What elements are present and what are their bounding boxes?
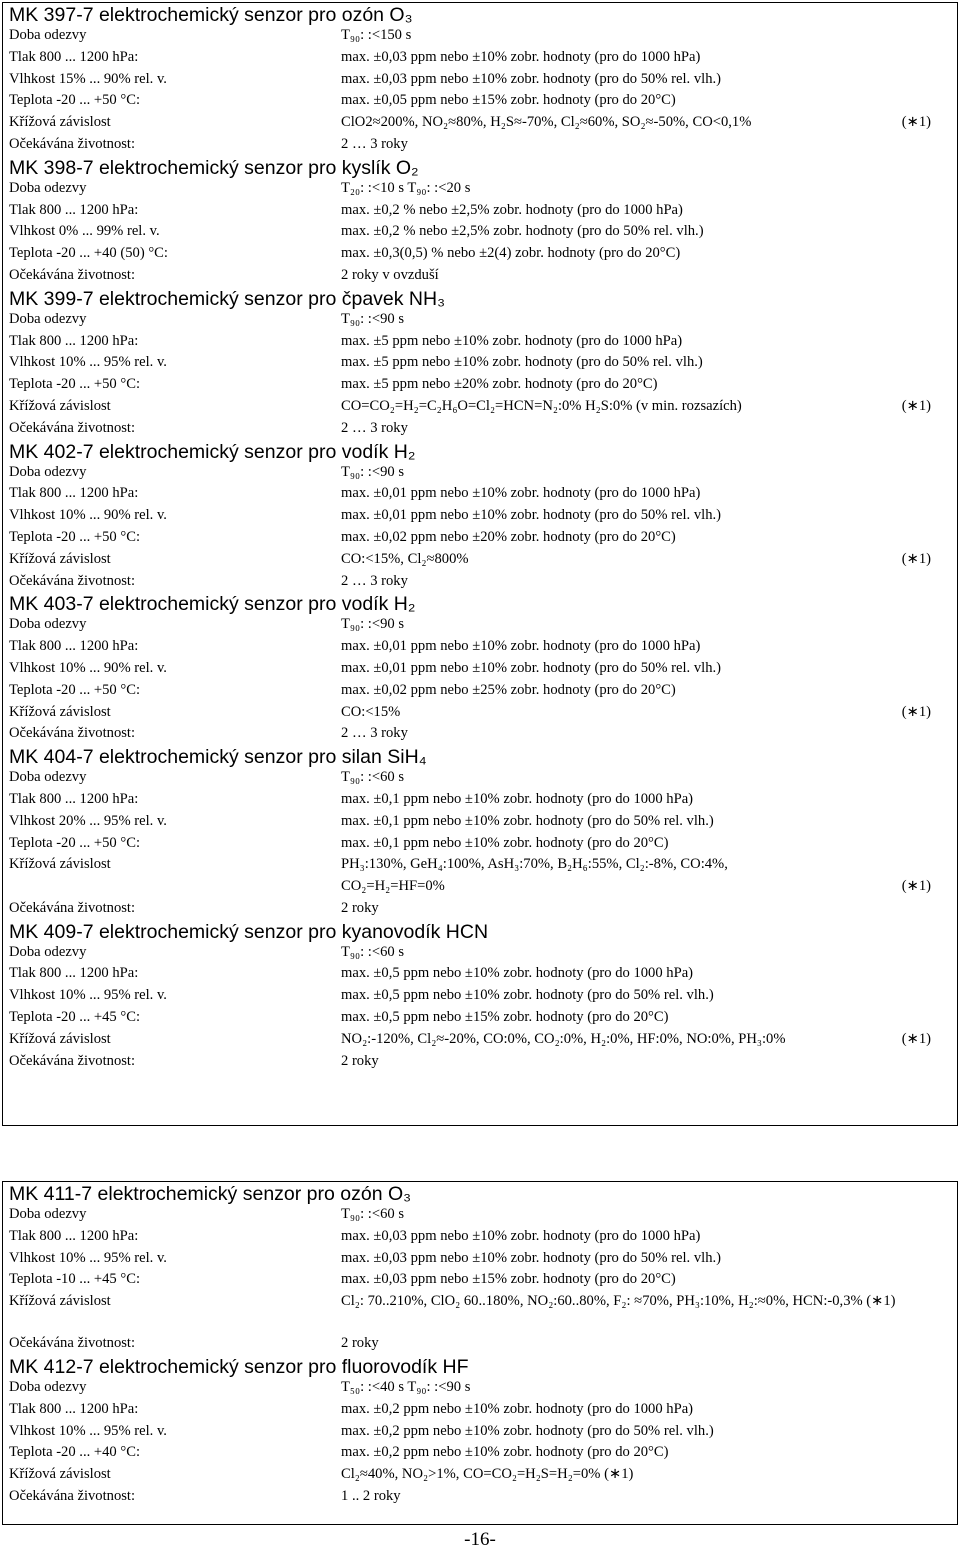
spec-value: T₅₀: :<40 s T₉₀: :<90 s (341, 1378, 471, 1395)
spec-label: Tlak 800 ... 1200 hPa: (9, 965, 139, 982)
spec-label: Křížová závislost (9, 114, 111, 131)
sensor-section (3, 745, 957, 920)
spec-label: Vlhkost 15% ... 90% rel. v. (9, 70, 167, 87)
section-title: MK 412-7 elektrochemický senzor pro fluorovodík HF (9, 1355, 469, 1378)
spec-row (3, 1421, 957, 1443)
spec-row (3, 833, 957, 855)
spec-label: Teplota -20 ... +50 °C: (9, 376, 140, 393)
section-title: MK 404-7 elektrochemický senzor pro silan SiH₄ (9, 746, 427, 769)
spec-label: Teplota -10 ... +45 °C: (9, 1271, 140, 1288)
spec-row (3, 1029, 957, 1051)
spec-label: Tlak 800 ... 1200 hPa: (9, 48, 139, 65)
spec-note: (∗1) (901, 878, 931, 895)
spec-row (3, 47, 957, 69)
page-number: -16- (464, 1529, 496, 1550)
spec-value: 2 roky (341, 899, 379, 916)
spec-value: max. ±0,01 ppm nebo ±10% zobr. hodnoty (pro do 50% rel. vlh.) (341, 659, 721, 676)
section-title: MK 403-7 elektrochemický senzor pro vodík H₂ (9, 593, 416, 616)
spec-value: Cl₂: 70..210%, ClO₂ 60..180%, NO₂:60..80%, F₂: ≈70%, PH₃:10%, H₂:≈0%, HCN:-0,3% (∗1) (341, 1293, 896, 1310)
spec-row (3, 221, 957, 243)
spec-value: max. ±0,02 ppm nebo ±20% zobr. hodnoty (pro do 20°C) (341, 528, 676, 545)
spec-value: T₉₀: :<90 s (341, 310, 404, 327)
spec-label: Tlak 800 ... 1200 hPa: (9, 1400, 139, 1417)
section-title: MK 397-7 elektrochemický senzor pro ozón O₃ (9, 4, 413, 26)
spec-value: max. ±0,1 ppm nebo ±10% zobr. hodnoty (pro do 50% rel. vlh.) (341, 812, 714, 829)
spec-label: Vlhkost 0% ... 99% rel. v. (9, 223, 160, 240)
spec-label: Teplota -20 ... +50 °C: (9, 528, 140, 545)
spec-value: max. ±0,01 ppm nebo ±10% zobr. hodnoty (pro do 1000 hPa) (341, 485, 701, 502)
spec-label: Křížová závislost (9, 397, 111, 414)
spec-value: max. ±0,2 ppm nebo ±10% zobr. hodnoty (pro do 50% rel. vlh.) (341, 1422, 714, 1439)
spec-row (3, 1204, 957, 1226)
spec-value: max. ±0,2 % nebo ±2,5% zobr. hodnoty (pro do 50% rel. vlh.) (341, 223, 704, 240)
spec-row (3, 1007, 957, 1029)
section-title: MK 402-7 elektrochemický senzor pro vodík H₂ (9, 440, 416, 463)
spec-label: Křížová závislost (9, 1030, 111, 1047)
spec-label: Očekávána životnost: (9, 1487, 136, 1504)
spec-label: Křížová závislost (9, 550, 111, 567)
spec-row (3, 811, 957, 833)
spec-label: Očekávána životnost: (9, 572, 136, 589)
spec-value: max. ±0,2 ppm nebo ±10% zobr. hodnoty (pro do 1000 hPa) (341, 1400, 694, 1417)
spec-value: 2 roky (341, 1335, 379, 1352)
spec-row (3, 1226, 957, 1248)
spec-value: max. ±0,5 ppm nebo ±10% zobr. hodnoty (pro do 50% rel. vlh.) (341, 987, 714, 1004)
spec-label: Teplota -20 ... +45 °C: (9, 1009, 140, 1026)
spec-value: 1 .. 2 roky (341, 1487, 401, 1504)
spec-label: Vlhkost 20% ... 95% rel. v. (9, 812, 167, 829)
spec-label: Vlhkost 10% ... 95% rel. v. (9, 354, 167, 371)
spec-row (3, 1248, 957, 1270)
spec-row (3, 876, 957, 898)
spec-row (3, 636, 957, 658)
spec-row (3, 985, 957, 1007)
spec-row (3, 134, 957, 156)
spec-value: max. ±0,2 % nebo ±2,5% zobr. hodnoty (pro do 1000 hPa) (341, 201, 683, 218)
spec-row (3, 942, 957, 964)
spec-value: CO=CO₂=H₂=C₂H₆O=Cl₂=HCN=N₂:0% H₂S:0% (v min. rozsazích) (341, 397, 742, 414)
spec-value: max. ±0,03 ppm nebo ±10% zobr. hodnoty (pro do 50% rel. vlh.) (341, 1249, 721, 1266)
section-title: MK 409-7 elektrochemický senzor pro kyanovodík HCN (9, 920, 489, 943)
spec-value: max. ±5 ppm nebo ±10% zobr. hodnoty (pro do 50% rel. vlh.) (341, 354, 703, 371)
spec-label: Tlak 800 ... 1200 hPa: (9, 638, 139, 655)
spec-row (3, 1442, 957, 1464)
spec-value: max. ±0,3(0,5) % nebo ±2(4) zobr. hodnoty (pro do 20°C) (341, 245, 681, 262)
spec-row (3, 1291, 957, 1333)
sensor-spec-box-1 (2, 2, 958, 1126)
spec-label: Vlhkost 10% ... 90% rel. v. (9, 659, 167, 676)
spec-label: Očekávána životnost: (9, 725, 136, 742)
spec-value: max. ±0,03 ppm nebo ±10% zobr. hodnoty (pro do 1000 hPa) (341, 1227, 701, 1244)
spec-label: Křížová závislost (9, 1293, 111, 1310)
spec-value: max. ±0,1 ppm nebo ±10% zobr. hodnoty (pro do 1000 hPa) (341, 790, 694, 807)
spec-row (3, 243, 957, 265)
spec-row (3, 483, 957, 505)
spec-value: T₉₀: :<60 s (341, 1206, 404, 1222)
spec-label: Doba odezvy (9, 179, 87, 196)
spec-label: Očekávána životnost: (9, 419, 136, 436)
spec-row (3, 309, 957, 331)
spec-value: Cl₂≈40%, NO₂>1%, CO=CO₂=H₂S=H₂=0% (∗1) (341, 1466, 634, 1483)
spec-label: Teplota -20 ... +50 °C: (9, 834, 140, 851)
spec-label: Vlhkost 10% ... 95% rel. v. (9, 1249, 167, 1266)
sensor-section (3, 3, 957, 156)
spec-row (3, 69, 957, 91)
spec-label: Křížová závislost (9, 1466, 111, 1483)
spec-row (3, 396, 957, 418)
spec-row (3, 571, 957, 593)
spec-value: max. ±0,2 ppm nebo ±10% zobr. hodnoty (pro do 20°C) (341, 1444, 669, 1461)
spec-value: max. ±0,01 ppm nebo ±10% zobr. hodnoty (pro do 50% rel. vlh.) (341, 507, 721, 524)
spec-value: max. ±0,03 ppm nebo ±10% zobr. hodnoty (pro do 50% rel. vlh.) (341, 70, 721, 87)
spec-note: (∗1) (901, 703, 931, 720)
spec-row (3, 112, 957, 134)
spec-row (3, 1377, 957, 1399)
spec-row (3, 1399, 957, 1421)
sensor-section (3, 440, 957, 593)
spec-row (3, 702, 957, 724)
spec-label: Teplota -20 ... +50 °C: (9, 92, 140, 109)
spec-value: T₉₀: :<60 s (341, 769, 404, 786)
spec-value: NO₂:-120%, Cl₂≈-20%, CO:0%, CO₂:0%, H₂:0%, HF:0%, NO:0%, PH₃:0% (341, 1030, 786, 1047)
spec-row (3, 418, 957, 440)
spec-label: Tlak 800 ... 1200 hPa: (9, 201, 139, 218)
spec-value: max. ±0,03 ppm nebo ±10% zobr. hodnoty (pro do 1000 hPa) (341, 48, 701, 65)
spec-value: 2 … 3 roky (341, 725, 408, 742)
spec-value: max. ±0,03 ppm nebo ±15% zobr. hodnoty (pro do 20°C) (341, 1271, 676, 1288)
spec-value: max. ±0,5 ppm nebo ±15% zobr. hodnoty (pro do 20°C) (341, 1009, 669, 1026)
spec-row (3, 614, 957, 636)
spec-value: 2 roky v ovzduší (341, 266, 439, 283)
spec-value: max. ±5 ppm nebo ±20% zobr. hodnoty (pro do 20°C) (341, 376, 658, 393)
spec-label: Doba odezvy (9, 769, 87, 786)
spec-value: max. ±0,5 ppm nebo ±10% zobr. hodnoty (pro do 1000 hPa) (341, 965, 694, 982)
spec-label: Tlak 800 ... 1200 hPa: (9, 485, 139, 502)
spec-label: Doba odezvy (9, 1206, 87, 1222)
spec-row (3, 90, 957, 112)
spec-value: T₂₀: :<10 s T₉₀: :<20 s (341, 179, 471, 196)
spec-row (3, 25, 957, 47)
spec-row (3, 723, 957, 745)
spec-row (3, 1486, 957, 1508)
spec-label: Doba odezvy (9, 1378, 87, 1395)
spec-value: PH₃:130%, GeH₄:100%, AsH₃:70%, B₂H₆:55%, Cl₂:-8%, CO:4%, (341, 856, 728, 873)
sensor-section (3, 287, 957, 440)
spec-label: Očekávána životnost: (9, 1335, 136, 1352)
spec-note: (∗1) (901, 397, 931, 414)
spec-value: max. ±0,1 ppm nebo ±10% zobr. hodnoty (pro do 20°C) (341, 834, 669, 851)
spec-row (3, 352, 957, 374)
spec-row (3, 505, 957, 527)
spec-label: Vlhkost 10% ... 95% rel. v. (9, 1422, 167, 1439)
spec-label: Teplota -20 ... +50 °C: (9, 681, 140, 698)
spec-row (3, 1269, 957, 1291)
spec-value: T₉₀: :<60 s (341, 943, 404, 960)
spec-value: 2 … 3 roky (341, 572, 408, 589)
sensor-section (3, 592, 957, 745)
spec-row (3, 549, 957, 571)
sensor-spec-box-2 (2, 1181, 958, 1525)
spec-row (3, 658, 957, 680)
spec-label: Doba odezvy (9, 463, 87, 480)
spec-row (3, 1464, 957, 1486)
spec-row (3, 374, 957, 396)
spec-value: 2 roky (341, 1052, 379, 1069)
spec-label: Vlhkost 10% ... 95% rel. v. (9, 987, 167, 1004)
spec-label: Teplota -20 ... +40 °C: (9, 1444, 140, 1461)
spec-label: Očekávána životnost: (9, 899, 136, 916)
section-title: MK 411-7 elektrochemický senzor pro ozón O₃ (9, 1183, 412, 1205)
spec-note: (∗1) (901, 550, 931, 567)
spec-value: CO₂=H₂=HF=0% (341, 878, 445, 895)
spec-value: max. ±0,05 ppm nebo ±15% zobr. hodnoty (pro do 20°C) (341, 92, 676, 109)
spec-label: Křížová závislost (9, 856, 111, 873)
spec-note: (∗1) (901, 114, 931, 131)
spec-label: Tlak 800 ... 1200 hPa: (9, 332, 139, 349)
spec-value: max. ±0,01 ppm nebo ±10% zobr. hodnoty (pro do 1000 hPa) (341, 638, 701, 655)
spec-row (3, 767, 957, 789)
spec-label: Tlak 800 ... 1200 hPa: (9, 1227, 139, 1244)
spec-label: Doba odezvy (9, 943, 87, 960)
sensor-section (3, 920, 957, 1073)
spec-row (3, 462, 957, 484)
spec-label: Očekávána životnost: (9, 1052, 136, 1069)
spec-label: Vlhkost 10% ... 90% rel. v. (9, 507, 167, 524)
spec-value: max. ±0,02 ppm nebo ±25% zobr. hodnoty (pro do 20°C) (341, 681, 676, 698)
spec-value: T₉₀: :<90 s (341, 463, 404, 480)
spec-value: max. ±5 ppm nebo ±10% zobr. hodnoty (pro do 1000 hPa) (341, 332, 683, 349)
section-title: MK 398-7 elektrochemický senzor pro kyslík O₂ (9, 156, 419, 179)
spec-row (3, 527, 957, 549)
spec-label: Doba odezvy (9, 616, 87, 633)
spec-value: T₉₀: :<90 s (341, 616, 404, 633)
spec-label: Doba odezvy (9, 27, 87, 43)
spec-row (3, 963, 957, 985)
spec-value: 2 … 3 roky (341, 419, 408, 436)
sensor-section (3, 1355, 957, 1508)
sensor-section (3, 156, 957, 287)
spec-row (3, 680, 957, 702)
spec-label: Očekávána životnost: (9, 266, 136, 283)
spec-row (3, 898, 957, 920)
spec-row (3, 1333, 957, 1355)
spec-row (3, 789, 957, 811)
sensor-section (3, 1182, 957, 1355)
spec-note: (∗1) (901, 1030, 931, 1047)
spec-label: Teplota -20 ... +40 (50) °C: (9, 245, 168, 262)
spec-value: 2 … 3 roky (341, 135, 408, 152)
spec-value: CO:<15% (341, 703, 401, 720)
section-title: MK 399-7 elektrochemický senzor pro čpavek NH₃ (9, 287, 446, 310)
spec-label: Křížová závislost (9, 703, 111, 720)
spec-label: Tlak 800 ... 1200 hPa: (9, 790, 139, 807)
spec-row (3, 200, 957, 222)
spec-row (3, 178, 957, 200)
spec-row (3, 854, 957, 876)
spec-value: T₉₀: :<150 s (341, 27, 412, 43)
spec-value: CO:<15%, Cl₂≈800% (341, 550, 469, 567)
spec-label: Doba odezvy (9, 310, 87, 327)
spec-row (3, 331, 957, 353)
spec-value: ClO2≈200%, NO₂≈80%, H₂S≈-70%, Cl₂≈60%, SO₂≈-50%, CO<0,1% (341, 114, 752, 131)
spec-label: Očekávána životnost: (9, 135, 136, 152)
spec-row (3, 265, 957, 287)
spec-row (3, 1051, 957, 1073)
